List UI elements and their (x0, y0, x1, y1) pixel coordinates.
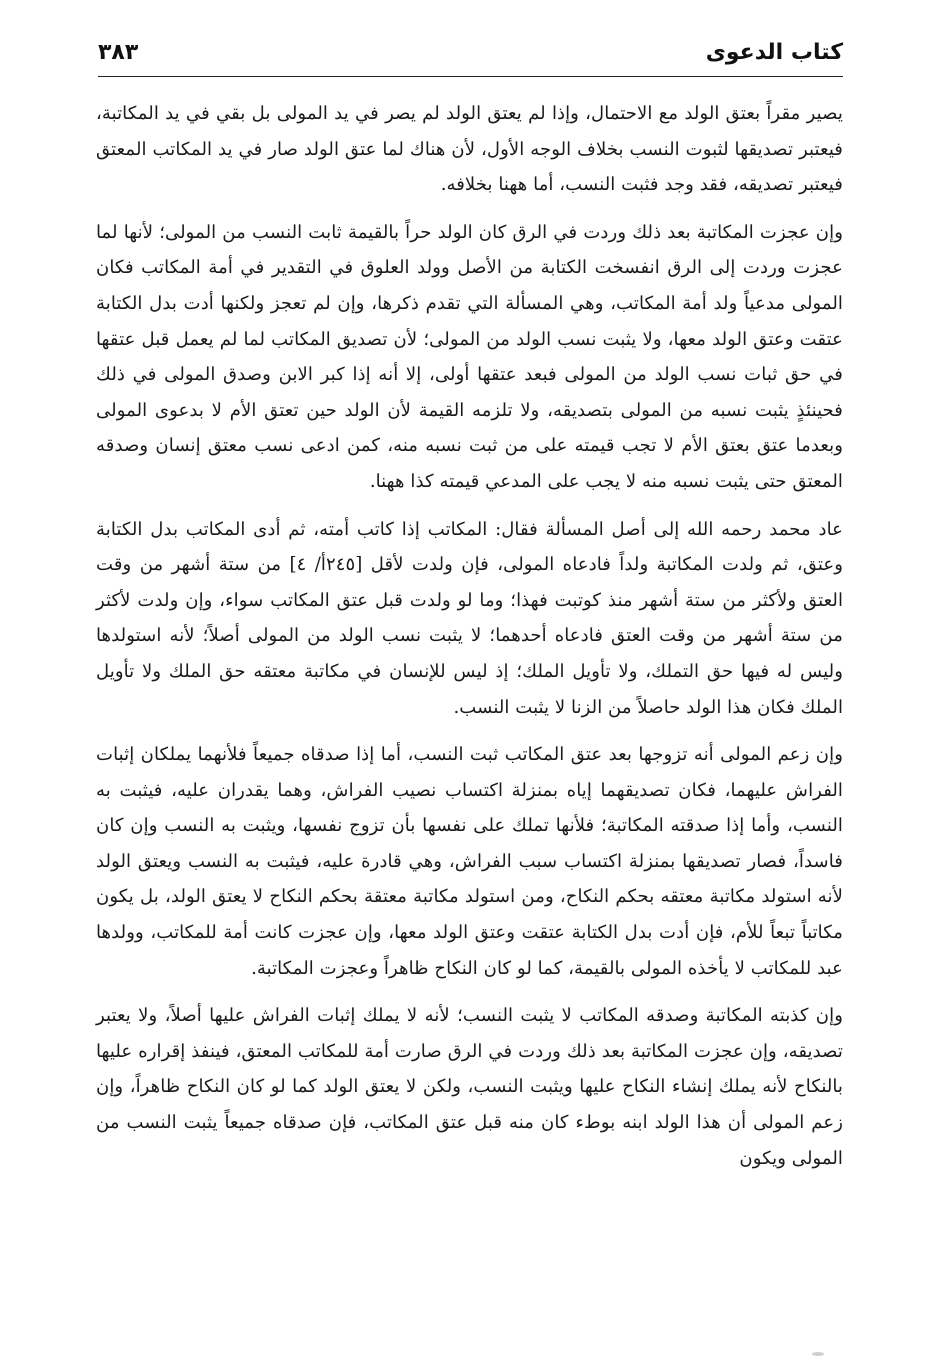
paragraph: وإن كذبته المكاتبة وصدقه المكاتب لا يثبت النسب؛ لأنه لا يملك إثبات الفراش عليها أصلاً، ولا يعتبر تصديقه، وإن عجزت المكاتبة بعد ذلك وردت في الرق صارت أمة للمكاتب المعتق، فينفذ إقراره عليها بالنكاح لأنه يملك إنشاء النكاح عليها ويثبت النسب، ولكن لا يعتق الولد كما لو كان النكاح ظاهراً، وإن زعم المولى أن هذا الولد ابنه بوطء كان منه قبل عتق المكاتب، فإن صدقاه جميعاً يثبت النسب من المولى ويكون (96, 1005, 843, 1169)
page-header (98, 28, 843, 77)
main-text (96, 96, 843, 1346)
chapter-title: كتاب الدعوى (705, 39, 843, 65)
paper-mark (812, 1352, 824, 1356)
paragraph: وإن زعم المولى أنه تزوجها بعد عتق المكاتب ثبت النسب، أما إذا صدقاه جميعاً فلأنهما يملكان إثبات الفراش عليهما، فكان تصديقهما إياه بمنزلة اكتساب نصيب الفراش، وهما يقدران عليه، فيثبت به النسب، وأما إذا صدقته المكاتبة؛ فلأنها تملك على نفسها بأن تزوج نفسها، ويثبت به النسب وإن كان فاسداً، فصار تصديقها بمنزلة اكتساب سبب الفراش، وهي قادرة عليه، فيثبت به النسب ويعتق الولد لأنه استولد مكاتبة معتقه بحكم النكاح، ومن استولد مكاتبة معتقة بحكم النكاح لا يعتق الولد، بل يكون مكاتباً تبعاً للأم، فإن أدت بدل الكتابة عتقت وعتق الولد معها، وإن عجزت كانت أمة للمكاتب، وولدها عبد للمكاتب لا يأخذه المولى بالقيمة، كما لو كان النكاح ظاهراً وعجزت المكاتبة. (96, 744, 843, 979)
page-number: ٣٨٣ (98, 39, 139, 65)
paragraph: وإن عجزت المكاتبة بعد ذلك وردت في الرق كان الولد حراً بالقيمة ثابت النسب من المولى؛ لأنها لما عجزت وردت إلى الرق انفسخت الكتابة من الأصل وولد العلوق في التقدير في أمة المكاتب فكان المولى مدعياً ولد أمة المكاتب، وهي المسألة التي تقدم ذكرها، وإن لم تعجز ولكنها أدت بدل الكتابة عتقت وعتق الولد معها، ولا يثبت نسب الولد من المولى؛ لأن تصديق المكاتب لما لم يعمل قبل عتقها في حق ثبات نسب الولد من المولى فبعد عتقها أولى، إلا أنه إذا كبر الابن وصدق المولى في ذلك فحينئذٍ يثبت نسبه من المولى بتصديقه، ولا تلزمه القيمة لأن الولد حين تعتق الأم لا بدعوى المولى وبعدما عتق بعتق الأم لا تجب قيمته على من ثبت نسبه منه، كمن ادعى نسب معتق إنسان وصدقه المعتق حتى يثبت نسبه منه لا يجب على المدعي قيمته كذا ههنا. (96, 221, 843, 492)
paragraph: عاد محمد رحمه الله إلى أصل المسألة فقال: المكاتب إذا كاتب أمته، ثم أدى المكاتب بدل الكتابة وعتق، ثم ولدت المكاتبة ولداً فادعاه المولى، فإن ولدت لأقل [٢٤٥أ/ ٤] من ستة أشهر من وقت العتق ولأكثر من ستة أشهر منذ كوتبت فهذا؛ وما لو ولدت قبل عتق المكاتب سواء، وإن ولدت لأكثر من ستة أشهر من وقت العتق فادعاه أحدهما؛ لا يثبت نسب الولد من المولى أصلاً؛ لأنه استولدها وليس له فيها حق التملك، ولا تأويل الملك؛ إذ ليس للإنسان في مكاتبة معتقه حق الملك ولا تأويل الملك فكان هذا الولد حاصلاً من الزنا لا يثبت النسب. (96, 518, 843, 718)
paragraph: يصير مقراً بعتق الولد مع الاحتمال، وإذا لم يعتق الولد لم يصر في يد المولى بل بقي في يد المكاتبة، فيعتبر تصديقها لثبوت النسب بخلاف الوجه الأول، لأن هناك لما عتق الولد صار في يد المكاتب المعتق فيعتبر تصديقه، فقد وجد فثبت النسب، أما ههنا بخلافه. (96, 103, 843, 196)
